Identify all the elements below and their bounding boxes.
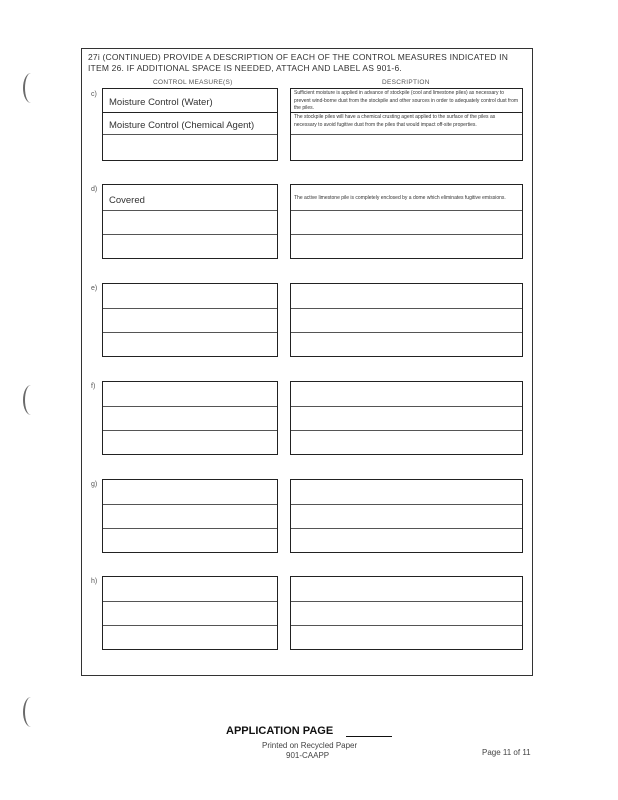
measures-box-f: [102, 381, 278, 455]
footer-page-number: Page 11 of 11: [482, 748, 531, 757]
section-label-h: h): [91, 578, 98, 585]
footer-page-number-line: [346, 736, 392, 737]
column-header-description: DESCRIPTION: [382, 79, 430, 86]
description-box-h: [290, 576, 523, 650]
punch-hole-middle: [23, 385, 39, 415]
description-box-f: [290, 381, 523, 455]
section-label-d: d): [91, 186, 98, 193]
section-heading: 27i (CONTINUED) PROVIDE A DESCRIPTION OF EACH OF THE CONTROL MEASURES INDICATED IN ITEM 26. IF ADDITIONAL SPACE IS NEEDED, ATTACH AND LABEL AS 901-6.: [88, 52, 509, 73]
footer-application-page: APPLICATION PAGE: [226, 725, 334, 737]
description-box-e: [290, 283, 523, 357]
measures-box-h: [102, 576, 278, 650]
measures-box-g: [102, 479, 278, 553]
measure-c-2: Moisture Control (Chemical Agent): [109, 120, 255, 131]
measure-d-1: Covered: [109, 195, 145, 206]
section-label-g: g): [91, 481, 98, 488]
measure-c-1: Moisture Control (Water): [109, 97, 213, 108]
punch-hole-bottom: [23, 697, 39, 727]
footer-form-code: 901-CAAPP: [286, 751, 330, 760]
description-d-1: The active limestone pile is completely enclosed by a dome which eliminates fugitive emissions.: [294, 195, 506, 201]
description-box-c: [290, 88, 523, 161]
punch-hole-top: [23, 73, 39, 103]
description-box-g: [290, 479, 523, 553]
description-c-1: Sufficient moisture is applied in advance of stockpile (cool and limestone piles) as necessary to prevent wind-borne dust from the stockpile and other sources in order to adequately control dust from the piles.: [294, 90, 519, 111]
measures-box-e: [102, 283, 278, 357]
section-label-f: f): [91, 383, 96, 390]
description-box-d: [290, 184, 523, 259]
measures-box-d: [102, 184, 278, 259]
column-header-measures: CONTROL MEASURE(S): [153, 79, 233, 86]
section-label-c: c): [91, 91, 97, 98]
description-c-2: The stockpile piles will have a chemical crusting agent applied to the surface of the piles as necessary to avoid fugitive dust from the piles that would impact off-site properties.: [294, 114, 496, 128]
footer-printed-note: Printed on Recycled Paper: [262, 741, 358, 750]
measures-box-c: [102, 88, 278, 161]
section-label-e: e): [91, 285, 98, 292]
